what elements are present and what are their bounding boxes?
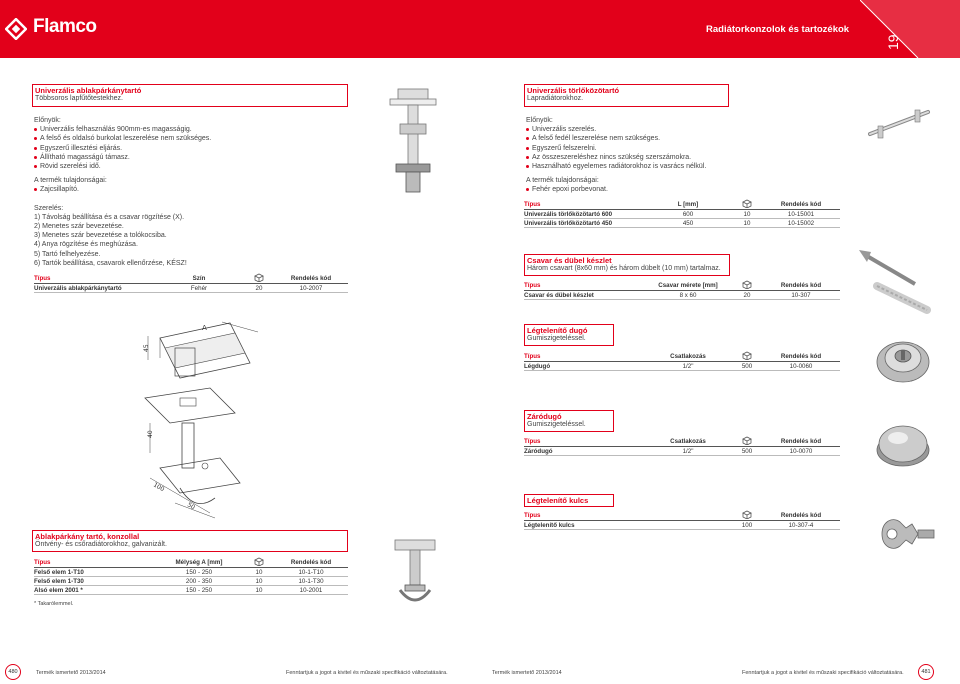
page-title: Radiátorkonzolok és tartozékok	[706, 24, 850, 35]
air-vent-plug-image	[868, 330, 938, 390]
dim-label: 45	[143, 344, 150, 352]
list-item: Univerzális szerelés.	[526, 125, 746, 134]
right-box1-table: Típus L [mm] Rendelés kód Univerzális törlőközötartó 600 600 10 10-15001 Univerzális törlőközötartó 450 450 10 10-15002	[524, 198, 840, 228]
right-catalog-label: Termék ismertető 2013/2014	[492, 670, 562, 676]
dim-label: 50	[186, 501, 197, 512]
right-page-number: 481	[918, 664, 934, 680]
right-box5-header: Légtelenítő kulcs	[524, 494, 614, 507]
left-box1-table	[34, 272, 348, 293]
list-item: A felső és oldalsó burkolat leszerelése nem szükséges.	[34, 134, 334, 143]
right-box1-advantages: Előnyök: Univerzális szerelés. A felső fedél leszerelése nem szükséges. Egyszerű felszerelni. Az összeszereléshez nincs szükség szerszámokra. Használható egyelemes radiátorokhoz is vasrács nélkül. A termék tulajdonságai: Fehér epoxi porbevonat.	[526, 116, 746, 195]
left-box2-table: Típus Mélység A [mm] Rendelés kód Felső elem 1-T10 150 - 250 10 10-1-T10 Felső elem 1-T30 200 - 350 10 10-1-T30 Alsó elem 2001 * 150 - 250 10 10-2001	[34, 556, 348, 595]
right-box1-title: Univerzális törlőközötartó	[527, 86, 620, 95]
list-item: Zajcsillapító.	[34, 185, 334, 194]
bracket-with-console-image	[385, 535, 445, 615]
package-icon	[742, 436, 752, 445]
left-box2-title: Ablakpárkány tartó, konzollal	[35, 532, 140, 541]
flamco-logo-icon	[5, 18, 27, 40]
list-item: 3) Menetes szár bevezetése a tolókocsiba.	[34, 232, 167, 240]
window-sill-bracket-drawing	[140, 318, 340, 528]
assembly-heading: Szerelés:	[34, 204, 64, 212]
list-item: Fehér epoxi porbevonat.	[526, 185, 746, 194]
screw-and-dowel-image	[855, 244, 945, 324]
list-item: Rövid szerelési idő.	[34, 162, 334, 171]
towel-bar-holder-image	[860, 92, 940, 152]
package-icon	[742, 280, 752, 289]
list-item: 4) Anya rögzítése és meghúzása.	[34, 241, 138, 249]
right-box5-table: Típus Rendelés kód Légtelenítő kulcs 100 10-307-4	[524, 509, 840, 530]
left-box2-subtitle: Öntvény- és csőradiátorokhoz, galvanizált.	[35, 541, 167, 548]
left-box2-header	[32, 530, 348, 552]
list-item: 6) Tartók beállítása, csavarok ellenőrzése, KÉSZ!	[34, 259, 187, 267]
list-item: 5) Tartó felhelyezése.	[34, 250, 101, 258]
window-sill-bracket-image	[378, 84, 448, 204]
dim-label: 40	[147, 430, 154, 438]
right-box2-header: Csavar és dübel készlet Három csavart (8x60 mm) és három dübelt (10 mm) tartalmaz.	[524, 254, 730, 276]
list-item: Egyszerű felszerelni.	[526, 144, 746, 153]
left-page-number: 480	[5, 664, 21, 680]
right-box3-table: Típus Csatlakozás Rendelés kód Légdugó 1/2" 500 10-0060	[524, 350, 840, 371]
table-row: Felső elem 1-T30 200 - 350 10 10-1-T30	[34, 577, 348, 586]
list-item: 1) Távolság beállítása és a csavar rögzítése (X).	[34, 213, 185, 221]
col-order-code: Rendelés kód	[274, 272, 348, 284]
right-box3-header: Légtelenítő dugó Gumiszigeteléssel.	[524, 324, 614, 346]
list-item: Állítható magasságú támasz.	[34, 153, 334, 162]
col-box	[244, 272, 274, 284]
left-box1-advantages	[34, 116, 334, 268]
table-row: Záródugó 1/2" 500 10-0070	[524, 447, 840, 456]
table-row: Légtelenítő kulcs 100 10-307-4	[524, 521, 840, 530]
list-item: A felső fedél leszerelése nem szükséges.	[526, 134, 746, 143]
left-notice: Fenntartjuk a jogot a kivitel és műszaki specifikáció változtatására.	[286, 670, 448, 676]
bleed-key-image	[872, 504, 942, 564]
list-item: Egyszerű illesztési eljárás.	[34, 144, 334, 153]
footnote: * Takarólemmel.	[34, 601, 74, 607]
list-item: Használható egyelemes radiátorokhoz is vasrács nélkül.	[526, 162, 746, 171]
right-box2-table: Típus Csavar mérete [mm] Rendelés kód Csavar és dübel készlet 8 x 60 20 10-307	[524, 279, 840, 300]
list-item: Univerzális felhasználás 900mm-es magasságig.	[34, 125, 334, 134]
table-row: Univerzális ablakpárkánytartó Fehér 20 10-2007	[34, 284, 348, 293]
table-row: Csavar és dübel készlet 8 x 60 20 10-307	[524, 291, 840, 300]
right-box1-header	[524, 84, 729, 107]
list-item: 2) Menetes szár bevezetése.	[34, 223, 124, 231]
prop-heading: A termék tulajdonságai:	[34, 177, 107, 185]
left-box1-header	[32, 84, 348, 107]
package-icon	[742, 510, 752, 519]
list-item: Az összeszereléshez nincs szükség szerszámokra.	[526, 153, 746, 162]
table-row: Alsó elem 2001 * 150 - 250 10 10-2001	[34, 586, 348, 595]
right-box1-subtitle: Lapradiátorokhoz.	[527, 95, 584, 102]
dim-label: A	[202, 324, 207, 332]
left-box1-subtitle: Többsoros lapfűtőtestekhez.	[35, 95, 123, 102]
table-row: Univerzális törlőközötartó 450 450 10 10-15002	[524, 219, 840, 228]
page-tab-number: 19	[885, 34, 901, 50]
package-icon	[742, 199, 752, 208]
right-box4-table: Típus Csatlakozás Rendelés kód Záródugó 1/2" 500 10-0070	[524, 435, 840, 456]
dim-label: 100	[152, 481, 166, 494]
left-box1-title: Univerzális ablakpárkánytartó	[35, 86, 142, 95]
left-catalog-label: Termék ismertető 2013/2014	[36, 670, 106, 676]
table-row: Univerzális törlőközötartó 600 600 10 10-15001	[524, 210, 840, 219]
closing-plug-image	[868, 416, 938, 476]
table-row: Felső elem 1-T10 150 - 250 10 10-1-T10	[34, 568, 348, 577]
right-notice: Fenntartjuk a jogot a kivitel és műszaki specifikáció változtatására.	[742, 670, 904, 676]
col-color: Szín	[154, 272, 244, 284]
adv-heading: Előnyök:	[34, 117, 61, 124]
package-icon	[254, 273, 264, 282]
right-box4-header: Záródugó Gumiszigeteléssel.	[524, 410, 614, 432]
col-type: Típus	[34, 272, 154, 284]
package-icon	[742, 351, 752, 360]
table-row: Légdugó 1/2" 500 10-0060	[524, 362, 840, 371]
corner-tab	[860, 0, 960, 58]
package-icon	[254, 557, 264, 566]
brand-name: Flamco	[33, 16, 97, 37]
page-header	[0, 0, 960, 58]
flamco-logo	[5, 16, 125, 42]
